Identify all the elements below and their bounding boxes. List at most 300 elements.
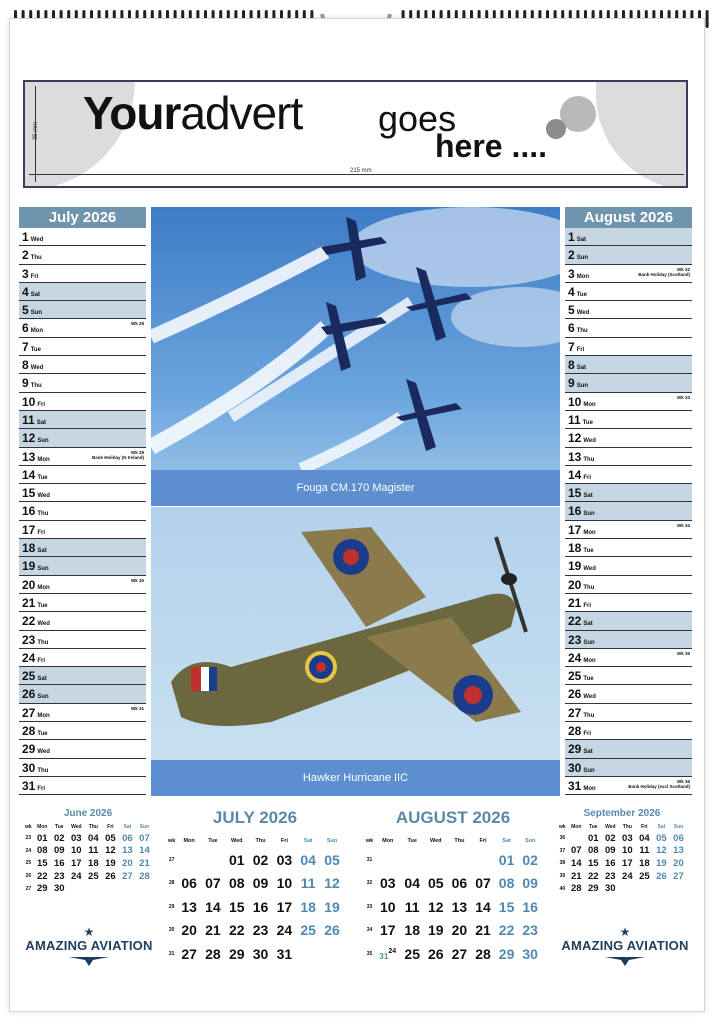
- day-number: 21: [568, 595, 582, 610]
- week-row: [364, 942, 542, 966]
- day-name: Mon: [583, 657, 596, 664]
- week-row: [23, 870, 153, 883]
- day-row: [565, 649, 692, 667]
- date-cell: 17: [622, 857, 633, 869]
- day-name: Sat: [576, 365, 587, 372]
- day-number: 27: [22, 705, 36, 720]
- date-cell: 12: [324, 875, 340, 892]
- day-row: [19, 338, 146, 356]
- date-cell: 25: [88, 870, 99, 882]
- day-name: Fri: [583, 474, 592, 481]
- date-cell: [136, 882, 153, 895]
- day-row: [19, 576, 146, 594]
- day-name: Fri: [583, 602, 592, 609]
- day-number: 23: [22, 632, 36, 647]
- weekday-header: Wed: [605, 824, 616, 830]
- day-row: [19, 594, 146, 612]
- date-cell: 10: [622, 845, 633, 857]
- day-number: 11: [22, 412, 35, 427]
- date-cell: 25: [404, 945, 420, 962]
- day-row: [19, 374, 146, 392]
- date-cell: 26: [324, 922, 340, 939]
- date-cell: 15: [498, 898, 515, 915]
- day-number: 3: [568, 266, 575, 281]
- day-note: Wk 29 Bank Holiday (N Ireland): [91, 449, 144, 460]
- day-number: 16: [22, 504, 36, 519]
- weekday-header: Sun: [326, 838, 338, 844]
- date-cell: 05: [428, 875, 444, 892]
- date-cell: 17: [276, 898, 293, 915]
- day-row: [565, 521, 692, 539]
- week-row: [557, 832, 687, 845]
- day-number: 15: [22, 486, 36, 501]
- date-cell: 24: [622, 870, 633, 882]
- date-cell: 23: [522, 922, 538, 939]
- date-cell: 01: [498, 851, 515, 868]
- weekday-header: Fri: [107, 824, 114, 830]
- date-cell: 04: [639, 832, 650, 844]
- date-cell: 18: [404, 922, 420, 939]
- day-name: Tue: [583, 548, 594, 555]
- day-name: Wed: [30, 237, 44, 243]
- week-number: 35: [366, 950, 373, 957]
- week-row: [364, 895, 542, 919]
- date-cell: 19: [105, 857, 116, 869]
- weekday-header: Mon: [37, 824, 48, 830]
- day-name: Tue: [582, 419, 593, 426]
- day-note: Wk 36 Bank Holiday (excl Scotland): [628, 778, 690, 789]
- weekday-header: Sat: [657, 824, 666, 830]
- day-row: [19, 319, 146, 337]
- day-name: Thu: [37, 639, 49, 646]
- weekday-header: Fri: [479, 838, 487, 844]
- week-number: 29: [168, 903, 175, 910]
- day-number: 31: [568, 778, 582, 793]
- date-cell: 11: [88, 845, 99, 857]
- day-row: [19, 612, 146, 630]
- day-note: Wk 35: [676, 650, 690, 656]
- date-cell: 14: [205, 898, 221, 915]
- date-cell: 11: [404, 898, 420, 915]
- day-row: [19, 228, 146, 246]
- week-row: [23, 845, 153, 858]
- week-number: 25: [25, 860, 32, 867]
- day-number: 29: [568, 742, 582, 757]
- day-name: Mon: [37, 584, 50, 591]
- day-row: [19, 265, 146, 283]
- weekday-header: Thu: [255, 838, 266, 844]
- day-name: Sun: [30, 310, 43, 317]
- day-row: [565, 466, 692, 484]
- day-name: Wed: [37, 621, 50, 628]
- day-name: Fri: [37, 657, 46, 664]
- date-cell: [400, 848, 424, 872]
- day-number: 26: [22, 687, 36, 702]
- date-cell: 10: [71, 845, 82, 857]
- day-row: [565, 612, 692, 630]
- date-cell: 27: [673, 870, 684, 882]
- day-number: 20: [568, 577, 582, 592]
- date-cell: 05: [105, 832, 116, 844]
- day-note: Wk 28: [130, 321, 144, 327]
- day-note: Wk 34: [676, 522, 690, 528]
- week-row: [166, 919, 344, 943]
- plane-icon: [69, 953, 109, 967]
- date-cell: 07: [205, 875, 221, 892]
- day-row: [19, 466, 146, 484]
- day-number: 17: [568, 522, 582, 537]
- day-number: 22: [568, 614, 582, 629]
- date-cell: 26: [656, 870, 667, 882]
- day-name: Wed: [37, 749, 50, 756]
- weekday-header: Fri: [641, 824, 648, 830]
- date-cell: 16: [522, 898, 538, 915]
- date-cell: 03: [276, 851, 293, 868]
- advert-dim-width: 215 mm: [347, 168, 375, 174]
- day-row: [19, 301, 146, 319]
- date-cell: 26: [428, 945, 444, 962]
- weekday-header: Sat: [123, 824, 132, 830]
- day-row: [565, 319, 692, 337]
- plane-icon: [605, 953, 645, 967]
- week-number: 38: [559, 860, 566, 867]
- date-cell: 10: [379, 898, 396, 915]
- date-cell: 29: [498, 945, 515, 962]
- week-row: [23, 882, 153, 895]
- day-number: 13: [22, 449, 36, 464]
- day-row: [565, 228, 692, 246]
- day-number: 14: [22, 467, 36, 482]
- date-cell: 15: [228, 898, 245, 915]
- week-row: [23, 832, 153, 845]
- week-number: 30: [168, 927, 175, 934]
- day-number: 7: [568, 339, 575, 354]
- date-cell: 13: [122, 845, 133, 857]
- week-number: 33: [366, 903, 373, 910]
- day-name: Thu: [576, 328, 588, 335]
- date-cell: 29: [587, 883, 599, 895]
- date-cell: 02: [53, 832, 65, 844]
- day-name: Sun: [37, 566, 49, 573]
- day-name: Sun: [583, 767, 595, 774]
- date-cell: 15: [587, 857, 599, 869]
- day-number: 12: [568, 431, 582, 446]
- weekday-header: Sat: [303, 838, 313, 844]
- weekday-header: Mon: [183, 838, 195, 844]
- day-name: Sat: [37, 548, 47, 555]
- day-number: 7: [22, 339, 29, 354]
- day-name: Thu: [37, 511, 49, 518]
- date-cell: 23: [252, 922, 269, 939]
- day-row: [565, 704, 692, 722]
- date-cell: 20: [673, 857, 684, 869]
- date-cell: 21: [570, 870, 582, 882]
- day-row: [565, 576, 692, 594]
- day-number: 23: [568, 632, 582, 647]
- weekday-header: Mon: [382, 838, 394, 844]
- date-cell: 18: [639, 857, 650, 869]
- date-cell: 11: [300, 875, 316, 892]
- day-name: Mon: [583, 785, 596, 792]
- date-cell: 06: [122, 832, 133, 844]
- big-july-title: JULY 2026: [212, 808, 298, 827]
- day-number: 1: [568, 230, 575, 244]
- week-number: 31: [168, 950, 175, 957]
- advert-goes: goes: [378, 98, 457, 139]
- date-cell: 27: [451, 945, 468, 962]
- day-name: Wed: [37, 493, 50, 500]
- day-row: [565, 759, 692, 777]
- day-name: Sun: [583, 639, 595, 646]
- date-cell: 01: [228, 851, 245, 868]
- date-cell: 06: [451, 875, 468, 892]
- day-row: [565, 667, 692, 685]
- weekday-header: Sun: [524, 838, 536, 844]
- week-number: 24: [25, 847, 32, 854]
- day-number: 18: [568, 541, 582, 556]
- star-icon: ★: [619, 925, 631, 939]
- date-cell: 16: [605, 857, 616, 869]
- day-note: Wk 31: [130, 705, 144, 711]
- day-row: [565, 539, 692, 557]
- day-number: 15: [568, 486, 582, 501]
- day-row: [19, 521, 146, 539]
- day-number: 2: [568, 248, 575, 263]
- date-cell: 28: [475, 945, 491, 962]
- date-cell: 04: [88, 832, 99, 844]
- day-name: Tue: [583, 676, 594, 683]
- date-cell: 04: [404, 875, 420, 892]
- week-number: 27: [168, 856, 175, 863]
- date-cell: 19: [324, 898, 340, 915]
- advert-dot-small: [546, 119, 566, 139]
- day-row: [19, 411, 146, 429]
- date-cell: 04: [300, 851, 316, 868]
- date-cell: 19: [656, 857, 667, 869]
- date-cell: 12: [656, 845, 667, 857]
- week-number: 39: [559, 873, 566, 880]
- day-number: 6: [568, 321, 575, 336]
- date-cell: $31^{24}$: [379, 947, 397, 961]
- day-name: Sat: [37, 676, 47, 683]
- day-row: [19, 539, 146, 557]
- date-cell: 09: [252, 875, 269, 892]
- week-row: [166, 848, 344, 872]
- date-cell: 25: [639, 870, 650, 882]
- day-name: Thu: [583, 456, 595, 463]
- week-number: 26: [25, 873, 32, 880]
- weekday-header: Tue: [407, 838, 417, 844]
- date-cell: 09: [605, 845, 616, 857]
- day-name: Sun: [37, 694, 49, 701]
- day-row: [19, 631, 146, 649]
- date-cell: 14: [475, 898, 491, 915]
- day-name: Wed: [583, 438, 596, 445]
- date-cell: 14: [139, 845, 150, 857]
- day-number: 30: [568, 760, 582, 775]
- day-number: 10: [568, 394, 582, 409]
- date-cell: 12: [428, 898, 444, 915]
- week-row: [166, 942, 344, 966]
- day-row: [19, 502, 146, 520]
- date-cell: 03: [379, 875, 396, 892]
- day-row: [565, 265, 692, 283]
- photo-caption-1: Fouga CM.170 Magister: [151, 470, 560, 506]
- day-row: [19, 393, 146, 411]
- day-number: 6: [22, 321, 29, 336]
- week-row: [364, 872, 542, 896]
- date-cell: 08: [587, 845, 599, 857]
- day-name: Sat: [583, 621, 593, 628]
- date-cell: [177, 848, 201, 872]
- day-name: Sat: [583, 749, 593, 756]
- day-number: 4: [568, 284, 575, 299]
- day-row: [19, 448, 146, 466]
- weekday-header: wk: [559, 824, 566, 830]
- day-row: [565, 301, 692, 319]
- day-row: [565, 393, 692, 411]
- day-row: [19, 356, 146, 374]
- day-number: 13: [568, 449, 582, 464]
- day-row: [19, 484, 146, 502]
- date-cell: [296, 942, 320, 966]
- day-note: Wk 30: [130, 577, 144, 583]
- day-row: [565, 502, 692, 520]
- star-icon: ★: [83, 925, 95, 939]
- date-cell: [85, 882, 102, 895]
- day-name: Sun: [576, 383, 589, 390]
- date-cell: [636, 882, 653, 895]
- date-cell: [619, 882, 636, 895]
- day-name: Tue: [37, 474, 48, 481]
- logo-left: [22, 926, 156, 967]
- day-row: [19, 777, 146, 795]
- date-cell: 27: [181, 945, 197, 962]
- date-cell: 23: [53, 870, 65, 882]
- date-cell: 30: [53, 883, 65, 895]
- weekday-header: Sun: [673, 824, 684, 830]
- date-cell: 30: [605, 883, 616, 895]
- day-row: [565, 374, 692, 392]
- day-row: [19, 246, 146, 264]
- date-cell: 29: [36, 883, 48, 895]
- day-number: 26: [568, 687, 582, 702]
- day-name: Wed: [30, 365, 44, 372]
- date-cell: 05: [656, 832, 667, 844]
- day-row: [565, 484, 692, 502]
- date-cell: 22: [587, 870, 599, 882]
- day-name: Mon: [37, 712, 50, 719]
- weekday-header: Thu: [622, 824, 632, 830]
- weekday-header: wk: [167, 838, 176, 844]
- day-name: Fri: [37, 785, 46, 792]
- date-cell: [568, 832, 585, 845]
- day-number: 30: [22, 760, 36, 775]
- day-row: [565, 722, 692, 740]
- day-number: 16: [568, 504, 582, 519]
- date-cell: 24: [71, 870, 82, 882]
- day-number: 12: [22, 431, 36, 446]
- day-row: [565, 557, 692, 575]
- date-cell: 02: [605, 832, 616, 844]
- day-number: 8: [568, 358, 575, 373]
- day-number: 5: [22, 303, 29, 318]
- date-cell: 10: [276, 875, 293, 892]
- weekday-header: Wed: [430, 838, 442, 844]
- date-cell: 02: [522, 851, 538, 868]
- week-row: [166, 895, 344, 919]
- date-cell: 07: [475, 875, 491, 892]
- day-number: 24: [568, 650, 582, 665]
- photo-caption-2: Hawker Hurricane IIC: [151, 760, 560, 796]
- date-cell: 13: [673, 845, 684, 857]
- day-row: [19, 685, 146, 703]
- day-number: 27: [568, 705, 582, 720]
- day-name: Fri: [30, 273, 39, 280]
- day-note: Wk 33: [676, 394, 690, 400]
- mini-september-title: September 2026: [583, 808, 661, 819]
- big-august-title: AUGUST 2026: [395, 808, 511, 827]
- week-number: 28: [168, 880, 175, 887]
- day-number: 3: [22, 266, 29, 281]
- week-number: 23: [25, 835, 32, 842]
- day-row: [19, 740, 146, 758]
- date-cell: 08: [498, 875, 515, 892]
- day-name: Thu: [30, 255, 42, 262]
- weekday-header: Thu: [88, 824, 98, 830]
- date-cell: 20: [122, 857, 133, 869]
- day-row: [19, 704, 146, 722]
- weekday-header: wk: [25, 824, 32, 830]
- weekday-header: Sun: [139, 824, 150, 830]
- date-cell: [471, 848, 495, 872]
- date-cell: 01: [587, 832, 599, 844]
- july-title: July 2026: [19, 207, 146, 228]
- date-cell: 30: [522, 945, 538, 962]
- day-name: Mon: [583, 401, 596, 408]
- day-name: Thu: [583, 584, 595, 591]
- day-row: [19, 557, 146, 575]
- week-number: 34: [366, 927, 373, 934]
- day-row: [19, 283, 146, 301]
- mini-calendar-june: [23, 808, 153, 895]
- date-cell: 28: [570, 883, 582, 895]
- day-number: 19: [22, 559, 36, 574]
- weekday-header: Tue: [589, 824, 598, 830]
- august-title: August 2026: [565, 207, 692, 228]
- day-number: 25: [568, 669, 582, 684]
- weekday-header: Sat: [502, 838, 511, 844]
- day-row: [565, 685, 692, 703]
- day-row: [19, 429, 146, 447]
- date-cell: 18: [88, 857, 99, 869]
- day-name: Sat: [576, 237, 587, 243]
- day-name: Wed: [583, 694, 596, 701]
- day-name: Fri: [583, 731, 592, 738]
- week-number: 37: [559, 847, 566, 854]
- day-number: 18: [22, 541, 36, 556]
- day-name: Fri: [37, 529, 46, 536]
- date-cell: [670, 882, 687, 895]
- day-number: 21: [22, 595, 36, 610]
- date-cell: 27: [122, 870, 133, 882]
- date-cell: 11: [639, 845, 650, 857]
- date-cell: 16: [252, 898, 269, 915]
- date-cell: [320, 942, 344, 966]
- date-cell: 19: [428, 922, 444, 939]
- date-cell: 02: [252, 851, 269, 868]
- week-row: [166, 872, 344, 896]
